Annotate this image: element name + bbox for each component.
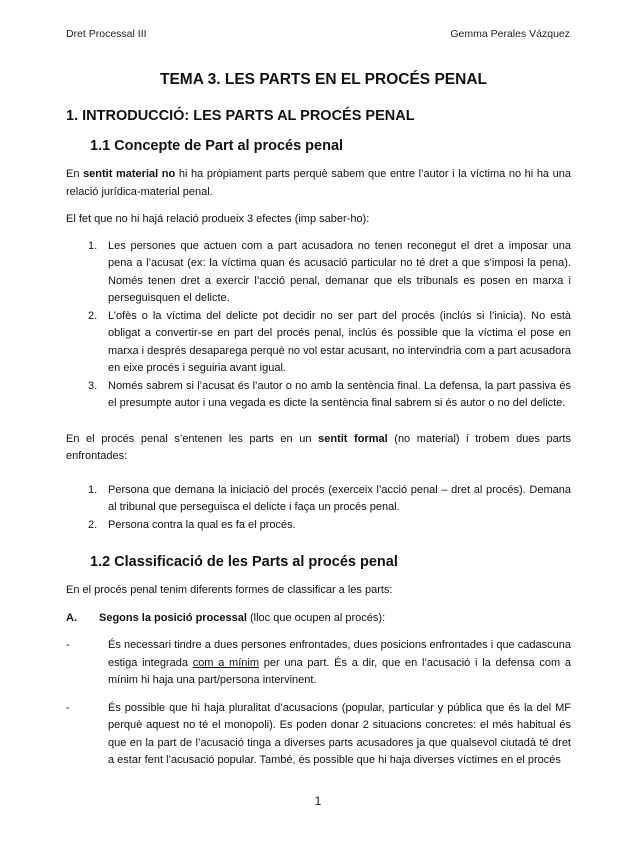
section-heading-introduccio: 1. INTRODUCCIÓ: LES PARTS AL PROCÉS PENAL	[66, 108, 415, 124]
list-item: - És possible que hi haja pluralitat d’acusacions (popular, particular y pública que és la del MF perquè aquest no té el monopoli). Es poden donar 2 situacions concretes: el més habitual és que en la part de l’acusació tinga a diverses parts acusadores ja que qualsevol ciutadà té dret a estar fent l’acusació popular. També, és possible que hi haja diverses víctimes en el procés	[66, 701, 571, 766]
criterion-posicio-processal: A. Segons la posició processal (lloc que ocupen al procés):	[66, 611, 386, 624]
list-item: 1. Les persones que actuen com a part acusadora no tenen reconegut el dret a imposar una pena a l’acusat (ex: la víctima quan és acusació particular no té dret a que s’imposi la pena). Només tenen dret a exercir l’acció penal, demanar que els tribunals es posen en marxa i perseguisquen el delicte.	[88, 239, 571, 304]
bold-sentit-material: sentit material no	[83, 168, 176, 180]
bold-sentit-formal: sentit formal	[318, 432, 388, 445]
header-author: Gemma Perales Vázquez	[450, 28, 570, 40]
subsection-heading-concepte: 1.1 Concepte de Part al procés penal	[90, 138, 344, 154]
list-item: 2. L’ofès o la víctima del delicte pot decidir no ser part del procés (inclús si l’inicia). No està obligat a convertir-se en part del procés penal, inclús és possible que la víctima el pose en marxa i després desaparega perquè no vol estar acusant, no intervindria com a part acusadora en eixe procés i seguiria avant igual.	[88, 309, 571, 374]
list-item: - És necessari tindre a dues persones enfrontades, dues posicions enfrontades i que cadascuna estiga integrada com a mínim per una part. És a dir, que en l’acusació i la defensa com a mínim hi haja una part/persona intervinent.	[66, 639, 571, 686]
paragraph-sentit-material: En sentit material no hi ha pròpiament parts perquè sabem que entre l’autor i la víctima no hi ha una relació jurídica-material penal.	[66, 168, 572, 198]
paragraph-classificacio-intro: En el procés penal tenim diferents formes de classificar a les parts:	[66, 584, 393, 596]
subsection-heading-classificacio: 1.2 Classificació de les Parts al procés penal	[90, 554, 398, 570]
document-title: TEMA 3. LES PARTS EN EL PROCÉS PENAL	[160, 71, 487, 88]
header-course: Dret Processal III	[66, 28, 147, 40]
document-body	[66, 70, 571, 770]
bold-criterion: Segons la posició processal	[99, 611, 247, 624]
list-item: 2. Persona contra la qual es fa el procés.	[88, 518, 296, 531]
list-item: 1. Persona que demana la iniciació del procés (exerceix l’acció penal – dret al procés). Demana al tribunal que perseguisca el delicte i faça un procés penal.	[88, 483, 571, 513]
paragraph-efectes-intro: El fet que no hi hajá relació produeix 3 efectes (imp saber-ho):	[66, 213, 370, 225]
parties-list	[66, 482, 571, 535]
list-item: 3. Només sabrem si l’acusat és l’autor o no amb la sentència final. La defensa, la part passiva és el presumpte autor i una vegada es dicte la sentència final sabrem si és autor o no del delicte.	[88, 379, 571, 409]
paragraph-sentit-formal: En el procés penal s’entenen les parts en un sentit formal (no material) i trobem dues parts enfrontades:	[66, 432, 571, 462]
underlined-com-a-minim: com a mínim	[192, 656, 259, 669]
page-number: 1	[314, 794, 322, 808]
effects-list	[66, 238, 571, 413]
